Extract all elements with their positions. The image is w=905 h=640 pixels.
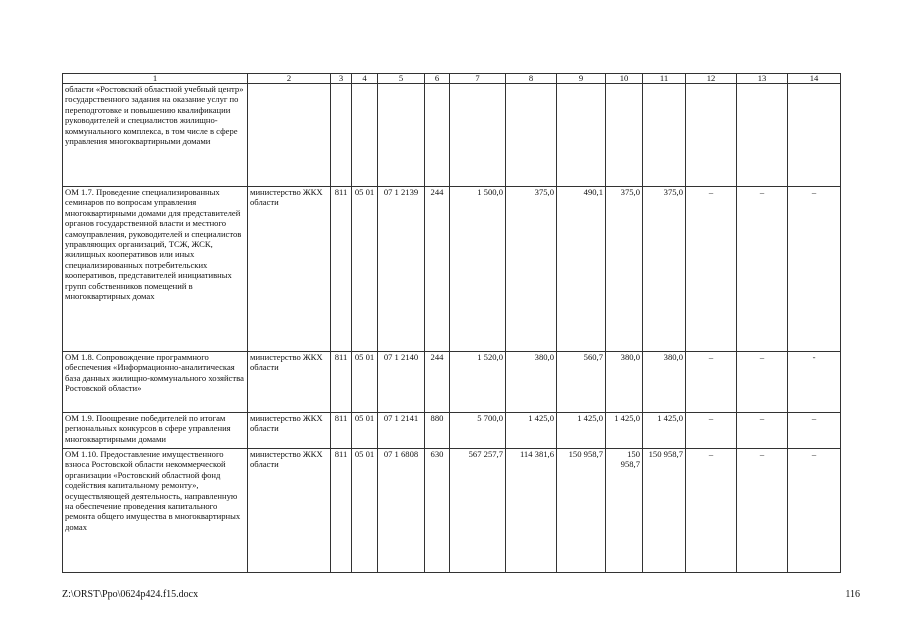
table-row — [63, 352, 841, 413]
rzpr-code — [352, 84, 378, 187]
column-header: 1 — [63, 74, 248, 84]
csr-code — [378, 84, 425, 187]
total-value: 1 500,0 — [450, 187, 506, 352]
measure-name: ОМ 1.7. Проведение специализированных семинаров по вопросам управления многоквартирными домами для представителей органов государственной власти и местного самоуправления, руководителей и специалистов управляющих организаций, ТСЖ, ЖСК, жилищных кооперативов или иных специализированных потребительских кооперативов, представителей инициативных групп собственников помещений в многоквартирных домах — [63, 187, 248, 352]
table-row — [63, 449, 841, 573]
total-value: 5 700,0 — [450, 413, 506, 449]
column-header: 3 — [331, 74, 352, 84]
grbs-code: 811 — [331, 449, 352, 573]
col-14-value — [788, 84, 841, 187]
column-header: 13 — [737, 74, 788, 84]
year-3-value: 380,0 — [606, 352, 643, 413]
col-14-value: – — [788, 449, 841, 573]
year-3-value: 1 425,0 — [606, 413, 643, 449]
measure-name: ОМ 1.8. Сопровождение программного обеспечения «Информационно-аналитическая база данных жилищно-коммунального хозяйства Ростовской области» — [63, 352, 248, 413]
col-13-value: – — [737, 413, 788, 449]
col-14-value: – — [788, 413, 841, 449]
year-3-value: 375,0 — [606, 187, 643, 352]
measure-name: ОМ 1.10. Предоставление имущественного взноса Ростовской области некоммерческой организации «Ростовский областной фонд содействия капитальному ремонту», осуществляющей деятельность, направленную на обеспечение проведения капитального ремонта общего имущества в многоквартирных домах — [63, 449, 248, 573]
grbs-code: 811 — [331, 352, 352, 413]
executor: министерство ЖКХ области — [248, 352, 331, 413]
vr-code: 244 — [425, 352, 450, 413]
column-header: 12 — [686, 74, 737, 84]
year-1-value: 380,0 — [506, 352, 557, 413]
year-2-value: 150 958,7 — [557, 449, 606, 573]
csr-code: 07 1 6808 — [378, 449, 425, 573]
year-2-value: 490,1 — [557, 187, 606, 352]
column-header: 14 — [788, 74, 841, 84]
executor — [248, 84, 331, 187]
total-value: 567 257,7 — [450, 449, 506, 573]
vr-code: 630 — [425, 449, 450, 573]
col-14-value: – — [788, 187, 841, 352]
column-header: 7 — [450, 74, 506, 84]
year-2-value: 560,7 — [557, 352, 606, 413]
vr-code — [425, 84, 450, 187]
column-number-row — [63, 74, 841, 84]
table-row — [63, 187, 841, 352]
year-4-value: 150 958,7 — [643, 449, 686, 573]
vr-code: 880 — [425, 413, 450, 449]
column-header: 8 — [506, 74, 557, 84]
page-number: 116 — [845, 589, 860, 600]
executor: министерство ЖКХ области — [248, 187, 331, 352]
year-3-value: 150 958,7 — [606, 449, 643, 573]
column-header: 10 — [606, 74, 643, 84]
col-13-value — [737, 84, 788, 187]
year-1-value — [506, 84, 557, 187]
rzpr-code: 05 01 — [352, 413, 378, 449]
csr-code: 07 1 2140 — [378, 352, 425, 413]
year-4-value: 380,0 — [643, 352, 686, 413]
csr-code: 07 1 2139 — [378, 187, 425, 352]
rzpr-code: 05 01 — [352, 187, 378, 352]
executor: министерство ЖКХ области — [248, 449, 331, 573]
file-path-footer: Z:\ORST\Ppo\0624p424.f15.docx — [62, 589, 199, 600]
col-13-value: – — [737, 187, 788, 352]
col-12-value: – — [686, 352, 737, 413]
year-1-value: 1 425,0 — [506, 413, 557, 449]
year-1-value: 375,0 — [506, 187, 557, 352]
col-13-value: – — [737, 352, 788, 413]
col-12-value: – — [686, 187, 737, 352]
column-header: 9 — [557, 74, 606, 84]
column-header: 6 — [425, 74, 450, 84]
measure-name: ОМ 1.9. Поощрение победителей по итогам региональных конкурсов в сфере управления многоквартирными домами — [63, 413, 248, 449]
column-header: 11 — [643, 74, 686, 84]
grbs-code: 811 — [331, 413, 352, 449]
grbs-code — [331, 84, 352, 187]
col-12-value: – — [686, 413, 737, 449]
column-header: 5 — [378, 74, 425, 84]
col-13-value: – — [737, 449, 788, 573]
year-3-value — [606, 84, 643, 187]
col-12-value: – — [686, 449, 737, 573]
col-12-value — [686, 84, 737, 187]
table-row — [63, 413, 841, 449]
csr-code: 07 1 2141 — [378, 413, 425, 449]
program-table — [62, 73, 841, 573]
table-row — [63, 84, 841, 187]
total-value — [450, 84, 506, 187]
measure-name: области «Ростовский областной учебный центр» государственного задания на оказание услуг по переподготовке и повышению квалификации руководителей и специалистов жилищно-коммунального комплекса, в том числе в сфере управления многоквартирными домами — [63, 84, 248, 187]
column-header: 2 — [248, 74, 331, 84]
rzpr-code: 05 01 — [352, 352, 378, 413]
grbs-code: 811 — [331, 187, 352, 352]
total-value: 1 520,0 — [450, 352, 506, 413]
year-2-value: 1 425,0 — [557, 413, 606, 449]
year-4-value — [643, 84, 686, 187]
executor: министерство ЖКХ области — [248, 413, 331, 449]
year-4-value: 375,0 — [643, 187, 686, 352]
year-1-value: 114 381,6 — [506, 449, 557, 573]
vr-code: 244 — [425, 187, 450, 352]
rzpr-code: 05 01 — [352, 449, 378, 573]
year-2-value — [557, 84, 606, 187]
year-4-value: 1 425,0 — [643, 413, 686, 449]
col-14-value: - — [788, 352, 841, 413]
column-header: 4 — [352, 74, 378, 84]
